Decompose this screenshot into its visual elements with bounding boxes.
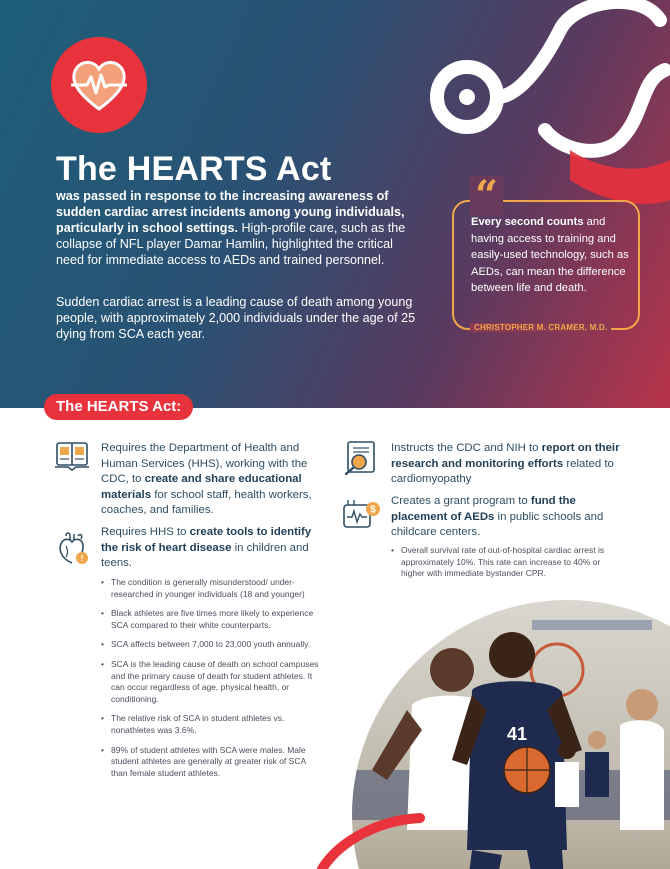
svg-text:!: !	[80, 554, 84, 563]
page-title: The HEARTS Act	[56, 150, 332, 188]
svg-text:$: $	[370, 504, 376, 516]
quote-first-line: Every second counts	[471, 216, 584, 228]
list-item: • The condition is generally misunderstood/ under-researched in younger individuals (18 and younger)	[101, 577, 323, 600]
intro-bold: was passed in response to the increasing awareness of sudden cardiac arrest incidents among young individuals, particularly in school settings.	[56, 189, 405, 235]
item-tools-bold: create tools to identify the risk of heart disease	[101, 526, 312, 554]
item-grant-pre: Creates a grant program to	[391, 495, 531, 507]
item-grant-post: in public schools and childcare centers.	[391, 510, 604, 538]
item-hhs-post: for school staff, health workers, coaches, and families.	[101, 488, 312, 516]
quote-author: CHRISTOPHER M. CRAMER, M.D.	[470, 323, 611, 332]
item-grant-bold: fund the placement of AEDs	[391, 495, 576, 523]
item-hhs-bold: create and share educational materials	[101, 473, 302, 501]
item-cdc-bold: report on their research and monitoring efforts	[391, 442, 620, 470]
list-item: • SCA affects between 7,000 to 23,000 youth annually.	[101, 639, 323, 651]
list-item: • Overall survival rate of out-of-hospital cardiac arrest is approximately 10%. This rate can increase to 40% or higher with immediate bystander CPR.	[391, 545, 606, 580]
list-item: • The relative risk of SCA in student athletes vs. nonathletes was 3.6%.	[101, 713, 323, 736]
jersey-number: 41	[506, 724, 528, 744]
list-item: • 89% of student athletes with SCA were males. Male student athletes are generally at greater risk of SCA than female student athletes.	[101, 745, 323, 780]
item-hhs-pre: Requires the Department of Health and Human Services (HHS), working with the CDC, to	[101, 442, 308, 485]
section-label: The HEARTS Act:	[44, 394, 193, 420]
sca-statistic-paragraph: Sudden cardiac arrest is a leading cause of death among young people, with approximately 2,000 individuals under the age of 25 dying from SCA each year.	[56, 295, 416, 341]
item-cdc-pre: Instructs the CDC and NIH to	[391, 442, 542, 454]
item-tools-pre: Requires HHS to	[101, 526, 190, 538]
quote-mark-icon: “	[470, 176, 503, 216]
list-item: • SCA is the leading cause of death on school campuses and the primary cause of death for student athletes. It can occur regardless of age, physical health, or conditioning.	[101, 659, 323, 705]
list-item: • Black athletes are five times more likely to experience SCA compared to their white counterparts.	[101, 608, 323, 631]
intro-rest: High-profile care, such as the collapse of NFL player Damar Hamlin, highlighted the critical need for immediate access to AEDs and trained personnel.	[56, 221, 406, 267]
quote-rest: and having access to training and easily-used technology, such as AEDs, can mean the difference between life and death.	[471, 216, 629, 294]
item-cdc-post: related to cardiomyopathy	[391, 457, 614, 485]
item-tools-post: in children and teens.	[101, 541, 309, 569]
